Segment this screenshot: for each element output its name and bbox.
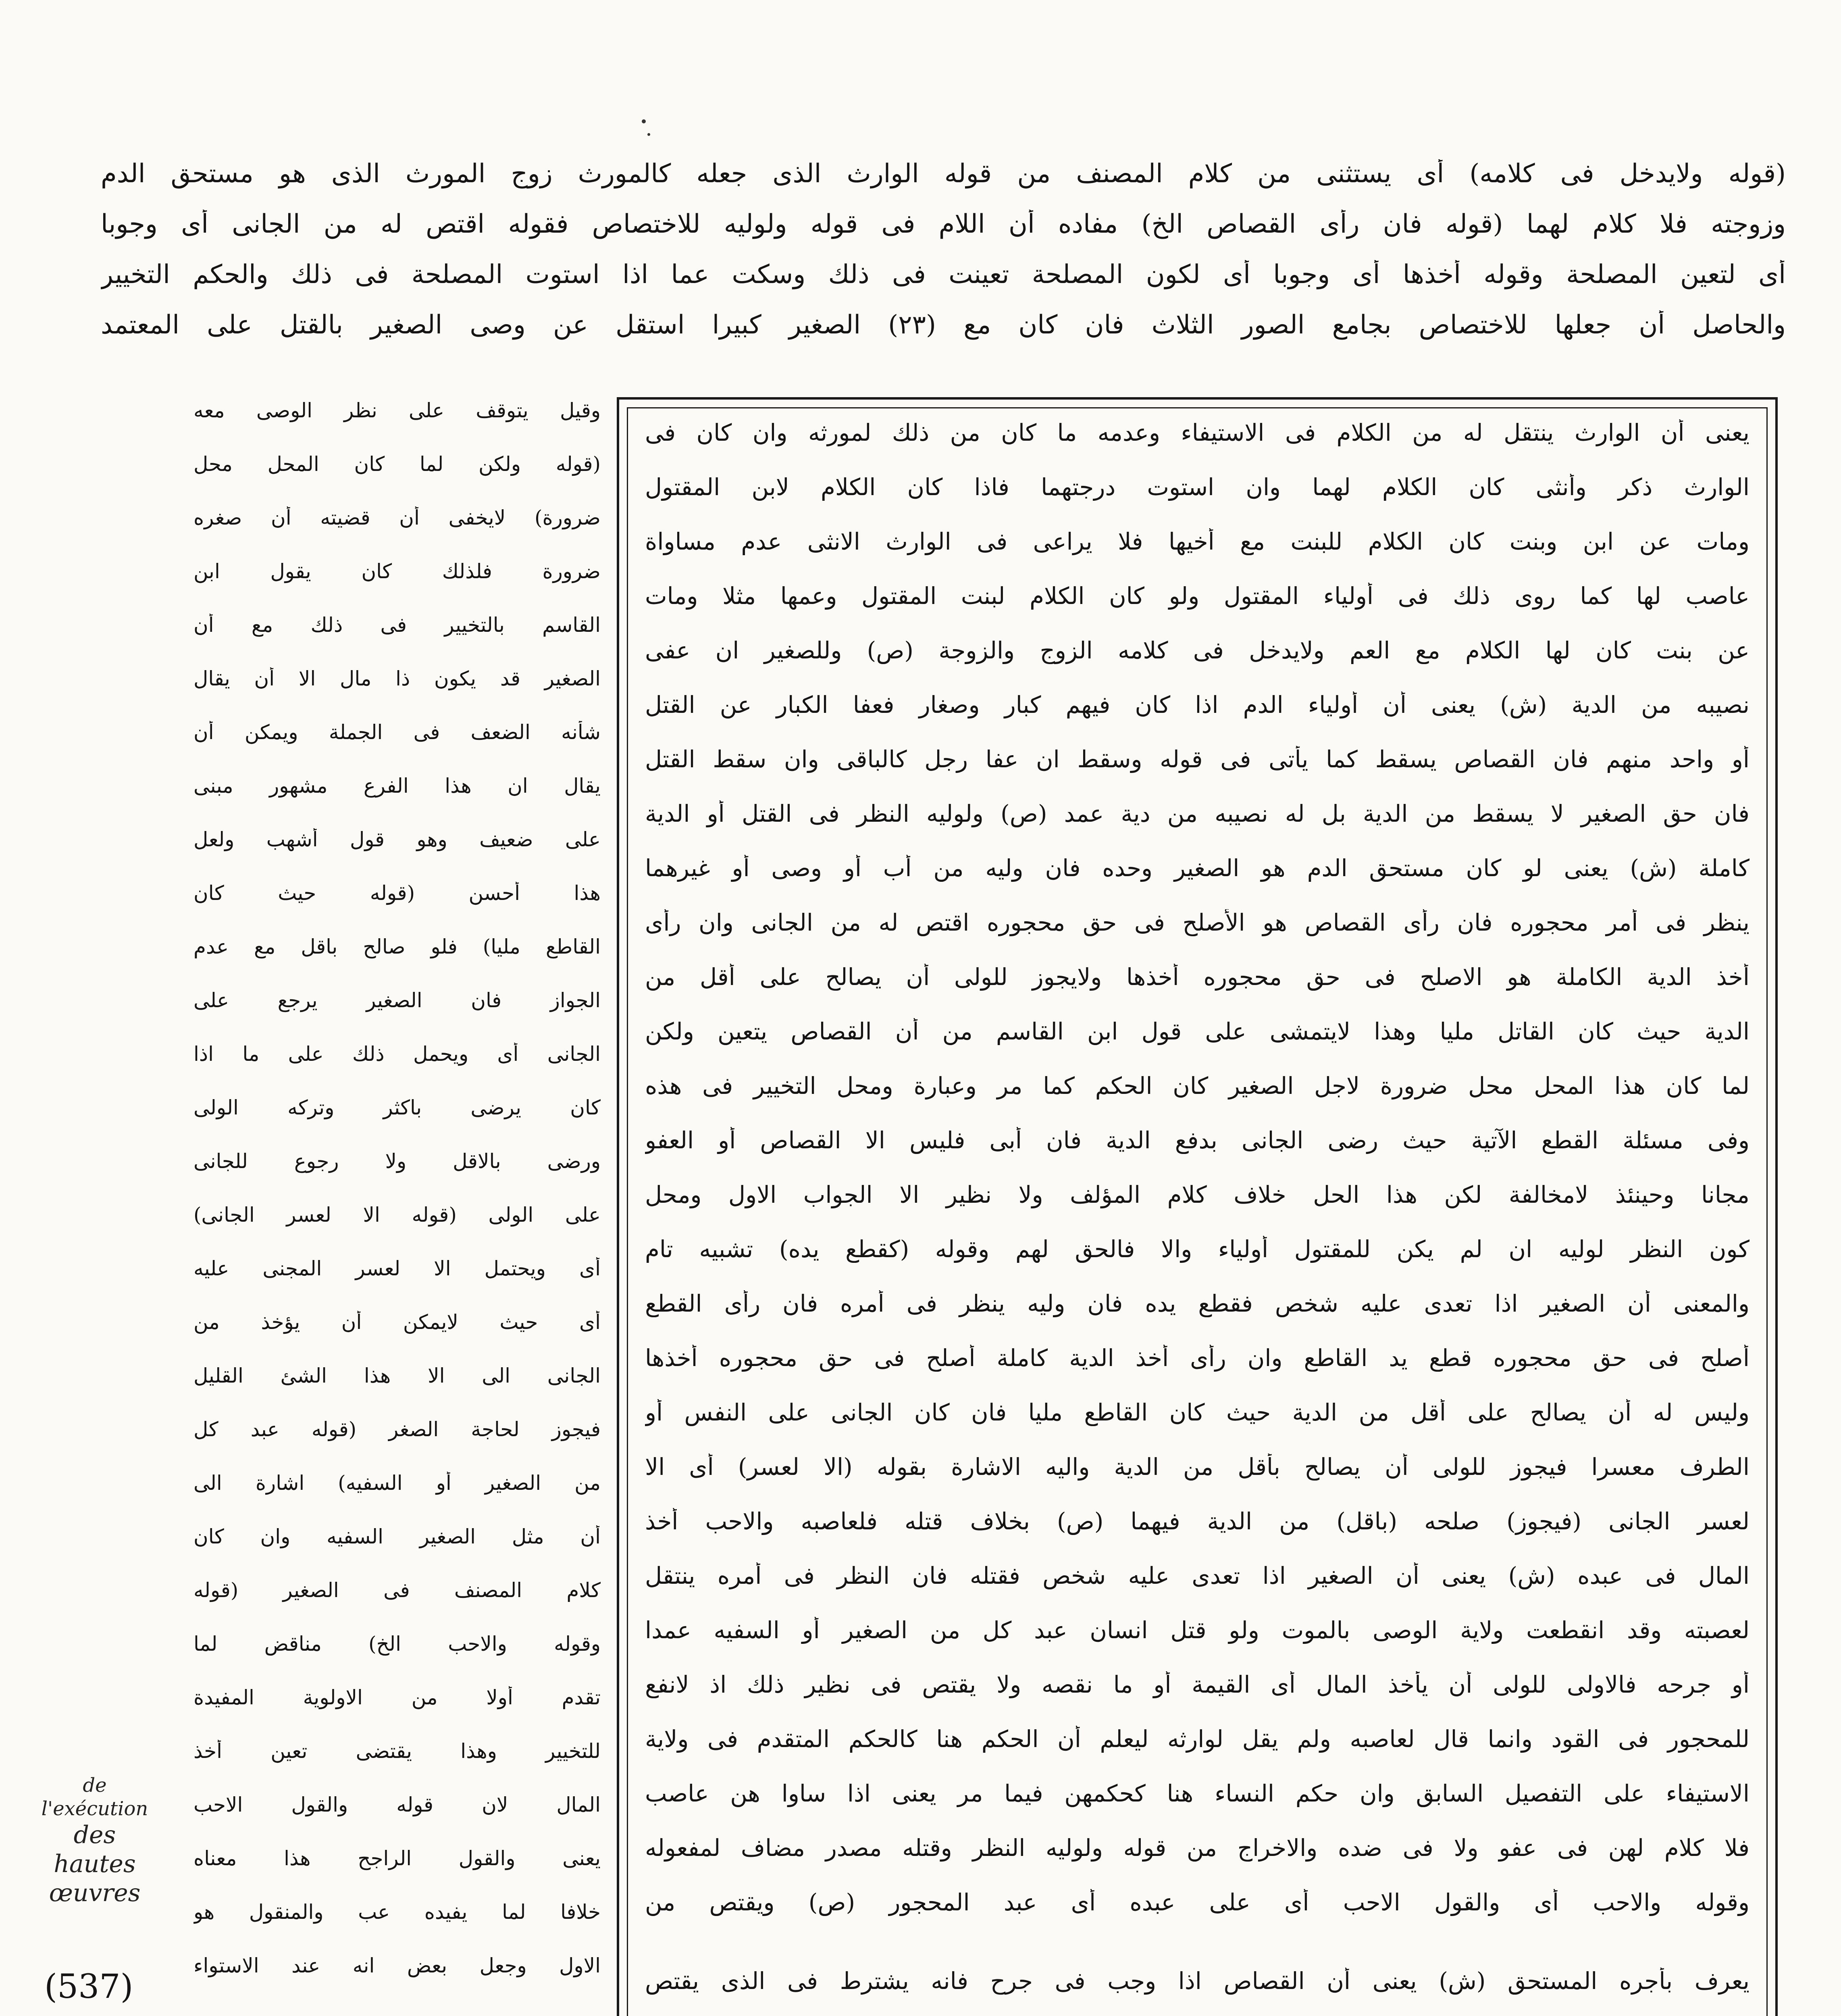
- text-line: عن بنت كان لها الكلام مع العم ولايدخل فى كلامه الزوج والزوجة (ص) وللصغير ان عفى: [645, 637, 1749, 664]
- text-line: لعصبته وقد انقطعت ولاية الوصى بالموت ولو قتل انسان عبد كل من الصغير أو السفيه عمدا: [645, 1617, 1749, 1644]
- text-line: الاول وجعل بعض انه عند الاستواء: [193, 1954, 601, 1977]
- handwritten-note: [28, 1774, 161, 1908]
- text-line: الاستيفاء على التفصيل السابق وان حكم النساء هنا كحكمهن فيما مر يعنى اذا ساوا هن عاصب: [645, 1780, 1749, 1807]
- text-line: كلام المصنف فى الصغير (قوله: [193, 1579, 601, 1602]
- text-line: الصغير قد يكون ذا مال الا أن يقال: [193, 667, 601, 690]
- text-line: أى حيث لايمكن أن يؤخذ من: [193, 1311, 601, 1334]
- text-line: وقوله والاحب الخ) مناقض لما: [193, 1633, 601, 1656]
- text-line: فان حق الصغير لا يسقط من الدية بل له نصيبه من دية عمد (ص) ولوليه النظر فى القتل أو الدية: [645, 800, 1749, 827]
- text-line: القاطع مليا) فلو صالح باقل مع عدم: [193, 935, 601, 958]
- text-line: وليس له أن يصالح على أقل من الدية حيث كان القاطع مليا فان كان الجانى على النفس أو: [645, 1399, 1749, 1426]
- speck: [647, 133, 650, 136]
- text-line: كاملة (ش) يعنى لو كان مستحق الدم هو الصغير وحده فان وليه من أب أو وصى أو غيرهما: [645, 855, 1749, 882]
- speck: [642, 119, 646, 123]
- text-line: فيجوز لحاجة الصغر (قوله عبد كل: [193, 1418, 601, 1441]
- text-line: والمعنى أن الصغير اذا تعدى عليه شخص فقطع يده فان وليه ينظر فى أمره فان رأى القطع: [645, 1290, 1749, 1317]
- note-line: des: [73, 1821, 116, 1849]
- text-line: (قوله ولكن لما كان المحل محل: [193, 453, 601, 476]
- text-line: كان يرضى باكثر وتركه الولى: [193, 1096, 601, 1119]
- text-line: القاسم بالتخيير فى ذلك مع أن: [193, 614, 601, 637]
- text-line: ضرورة فلذلك كان يقول ابن: [193, 560, 601, 583]
- text-line: أن مثل الصغير السفيه وان كان: [193, 1525, 601, 1548]
- text-line: يعنى والقول الراجح هذا معناه: [193, 1847, 601, 1870]
- text-line: الجواز فان الصغير يرجع على: [193, 989, 601, 1012]
- text-line: يعنى أن الوارث ينتقل له من الكلام فى الاستيفاء وعدمه ما كان من ذلك لمورثه وان كان فى: [645, 419, 1749, 446]
- text-line: يقال ان هذا الفرع مشهور مبنى: [193, 775, 601, 798]
- text-line: ضرورة) لايخفى أن قضيته أن صغره: [193, 506, 601, 529]
- text-line: وزوجته فلا كلام لهما (قوله فان رأى القصاص الخ) مفاده أن اللام فى قوله ولوليه للاختصاص فقوله اقتص له من الجانى أى وجوبا: [101, 210, 1786, 239]
- note-line: hautes: [54, 1850, 136, 1879]
- text-line: أى ويحتمل الا لعسر المجنى عليه: [193, 1257, 601, 1280]
- text-line: للتخيير وهذا يقتضى تعين أخذ: [193, 1740, 601, 1763]
- text-line: الوارث ذكر وأنثى كان الكلام لهما وان استوت درجتهما فاذا كان الكلام لابن المقتول: [645, 474, 1749, 501]
- text-line: الجانى أى ويحمل ذلك على ما اذا: [193, 1043, 601, 1066]
- text-line: (قوله ولايدخل فى كلامه) أى يستثنى من كلام المصنف من قوله الوارث الذى جعله كالمورث زوج المورث الذى هو مستحق الدم: [101, 159, 1786, 189]
- text-line: هذا أحسن (قوله حيث كان: [193, 882, 601, 905]
- text-line: وقوله والاحب أى والقول الاحب أى على عبده أى عبد المحجور (ص) ويقتص من: [645, 1889, 1749, 1916]
- text-line: والحاصل أن جعلها للاختصاص بجامع الصور الثلاث فان كان مع (٢٣) الصغير كبيرا استقل عن وصى الصغير بالقتل على المعتمد: [101, 310, 1786, 340]
- page-number: (537): [44, 1968, 133, 2006]
- text-line: أو جرحه فالاولى للولى أن يأخذ المال أى القيمة أو ما نقصه ولا يقتص فى نظير ذلك اذ لانفع: [645, 1671, 1749, 1698]
- text-line: الطرف معسرا فيجوز للولى أن يصالح بأقل من الدية واليه الاشارة بقوله (الا لعسر) أى الا: [645, 1454, 1749, 1481]
- text-line: المال فى عبده (ش) يعنى أن الصغير اذا تعدى عليه شخص فقتله فان النظر فى أمره ينتقل: [645, 1562, 1749, 1589]
- text-line: وفى مسئلة القطع الآتية حيث رضى الجانى بدفع الدية فان أبى فليس الا القصاص أو العفو: [645, 1127, 1749, 1154]
- text-line: ينظر فى أمر محجوره فان رأى القصاص هو الأصلح فى حق محجوره اقتص له من الجانى وان رأى: [645, 909, 1749, 936]
- text-line: الدية حيث كان القاتل مليا وهذا لايتمشى على قول ابن القاسم من أن القصاص يتعين ولكن: [645, 1018, 1749, 1045]
- text-line: على الولى (قوله الا لعسر الجانى): [193, 1204, 601, 1227]
- text-line: أى لتعين المصلحة وقوله أخذها أى وجوبا أى لكون المصلحة تعينت فى ذلك وسكت عما اذا استوت المصلحة فى ذلك والحكم التخيير: [101, 260, 1786, 289]
- text-line: أخذ الدية الكاملة هو الاصلح فى حق محجوره أخذها ولايجوز للولى أن يصالح على أقل من: [645, 964, 1749, 991]
- text-line: للمحجور فى القود وانما قال لعاصبه ولم يقل لوارثه ليعلم أن الحكم هنا كالحكم المتقدم فى ولاية: [645, 1726, 1749, 1753]
- text-line: أصلح فى حق محجوره قطع يد القاطع وان رأى أخذ الدية كاملة أصلح فى حق محجوره أخذها: [645, 1345, 1749, 1372]
- text-line: تقدم أولا من الاولوية المفيدة: [193, 1686, 601, 1709]
- text-line: أو واحد منهم فان القصاص يسقط كما يأتى فى قوله وسقط ان عفا رجل كالباقى وان سقط القتل: [645, 746, 1749, 773]
- text-line: فلا كلام لهن فى عفو ولا فى ضده والاخراج من قوله ولوليه النظر وقتله مصدر مضاف لمفعوله: [645, 1835, 1749, 1862]
- text-line: ومات عن ابن وبنت كان الكلام للبنت مع أخيها فلا يراعى فى الوارث الانثى عدم مساواة: [645, 528, 1749, 555]
- text-line: كون النظر لوليه ان لم يكن للمقتول أولياء والا فالحق لهم وقوله (كقطع يده) تشبيه تام: [645, 1236, 1749, 1263]
- text-line: المال لان قوله والقول الاحب: [193, 1793, 601, 1816]
- text-line: يعرف بأجره المستحق (ش) يعنى أن القصاص اذا وجب فى جرح فانه يشترط فى الذى يقتص: [645, 1968, 1749, 1995]
- text-line: الجانى الى الا هذا الشئ القليل: [193, 1364, 601, 1387]
- text-line: خلافا لما يفيده عب والمنقول هو: [193, 1901, 601, 1924]
- text-line: نصيبه من الدية (ش) يعنى أن أولياء الدم اذا كان فيهم كبار وصغار فعفا الكبار عن القتل: [645, 691, 1749, 719]
- text-line: من الصغير أو السفيه) اشارة الى: [193, 1472, 601, 1495]
- text-line: لما كان هذا المحل محل ضرورة لاجل الصغير كان الحكم كما مر وعبارة ومحل التخيير فى هذه: [645, 1073, 1749, 1100]
- text-line: عاصب لها كما روى ذلك فى أولياء المقتول ولو كان الكلام لبنت المقتول وعمها مثلا ومات: [645, 583, 1749, 610]
- text-line: ورضى بالاقل ولا رجوع للجانى: [193, 1150, 601, 1173]
- text-line: شأنه الضعف فى الجملة ويمكن أن: [193, 721, 601, 744]
- text-line: لعسر الجانى (فيجوز) صلحه (باقل) من الدية فيهما (ص) بخلاف قتله فلعاصبه والاحب أخذ: [645, 1508, 1749, 1535]
- text-line: مجانا وحينئذ لامخالفة لكن هذا الحل خلاف كلام المؤلف ولا نظير الا الجواب الاول ومحل: [645, 1181, 1749, 1208]
- note-line: de l'exécution: [41, 1774, 148, 1820]
- note-line: œuvres: [49, 1879, 141, 1908]
- text-line: على ضعيف وهو قول أشهب ولعل: [193, 828, 601, 851]
- text-line: وقيل يتوقف على نظر الوصى معه: [193, 399, 601, 422]
